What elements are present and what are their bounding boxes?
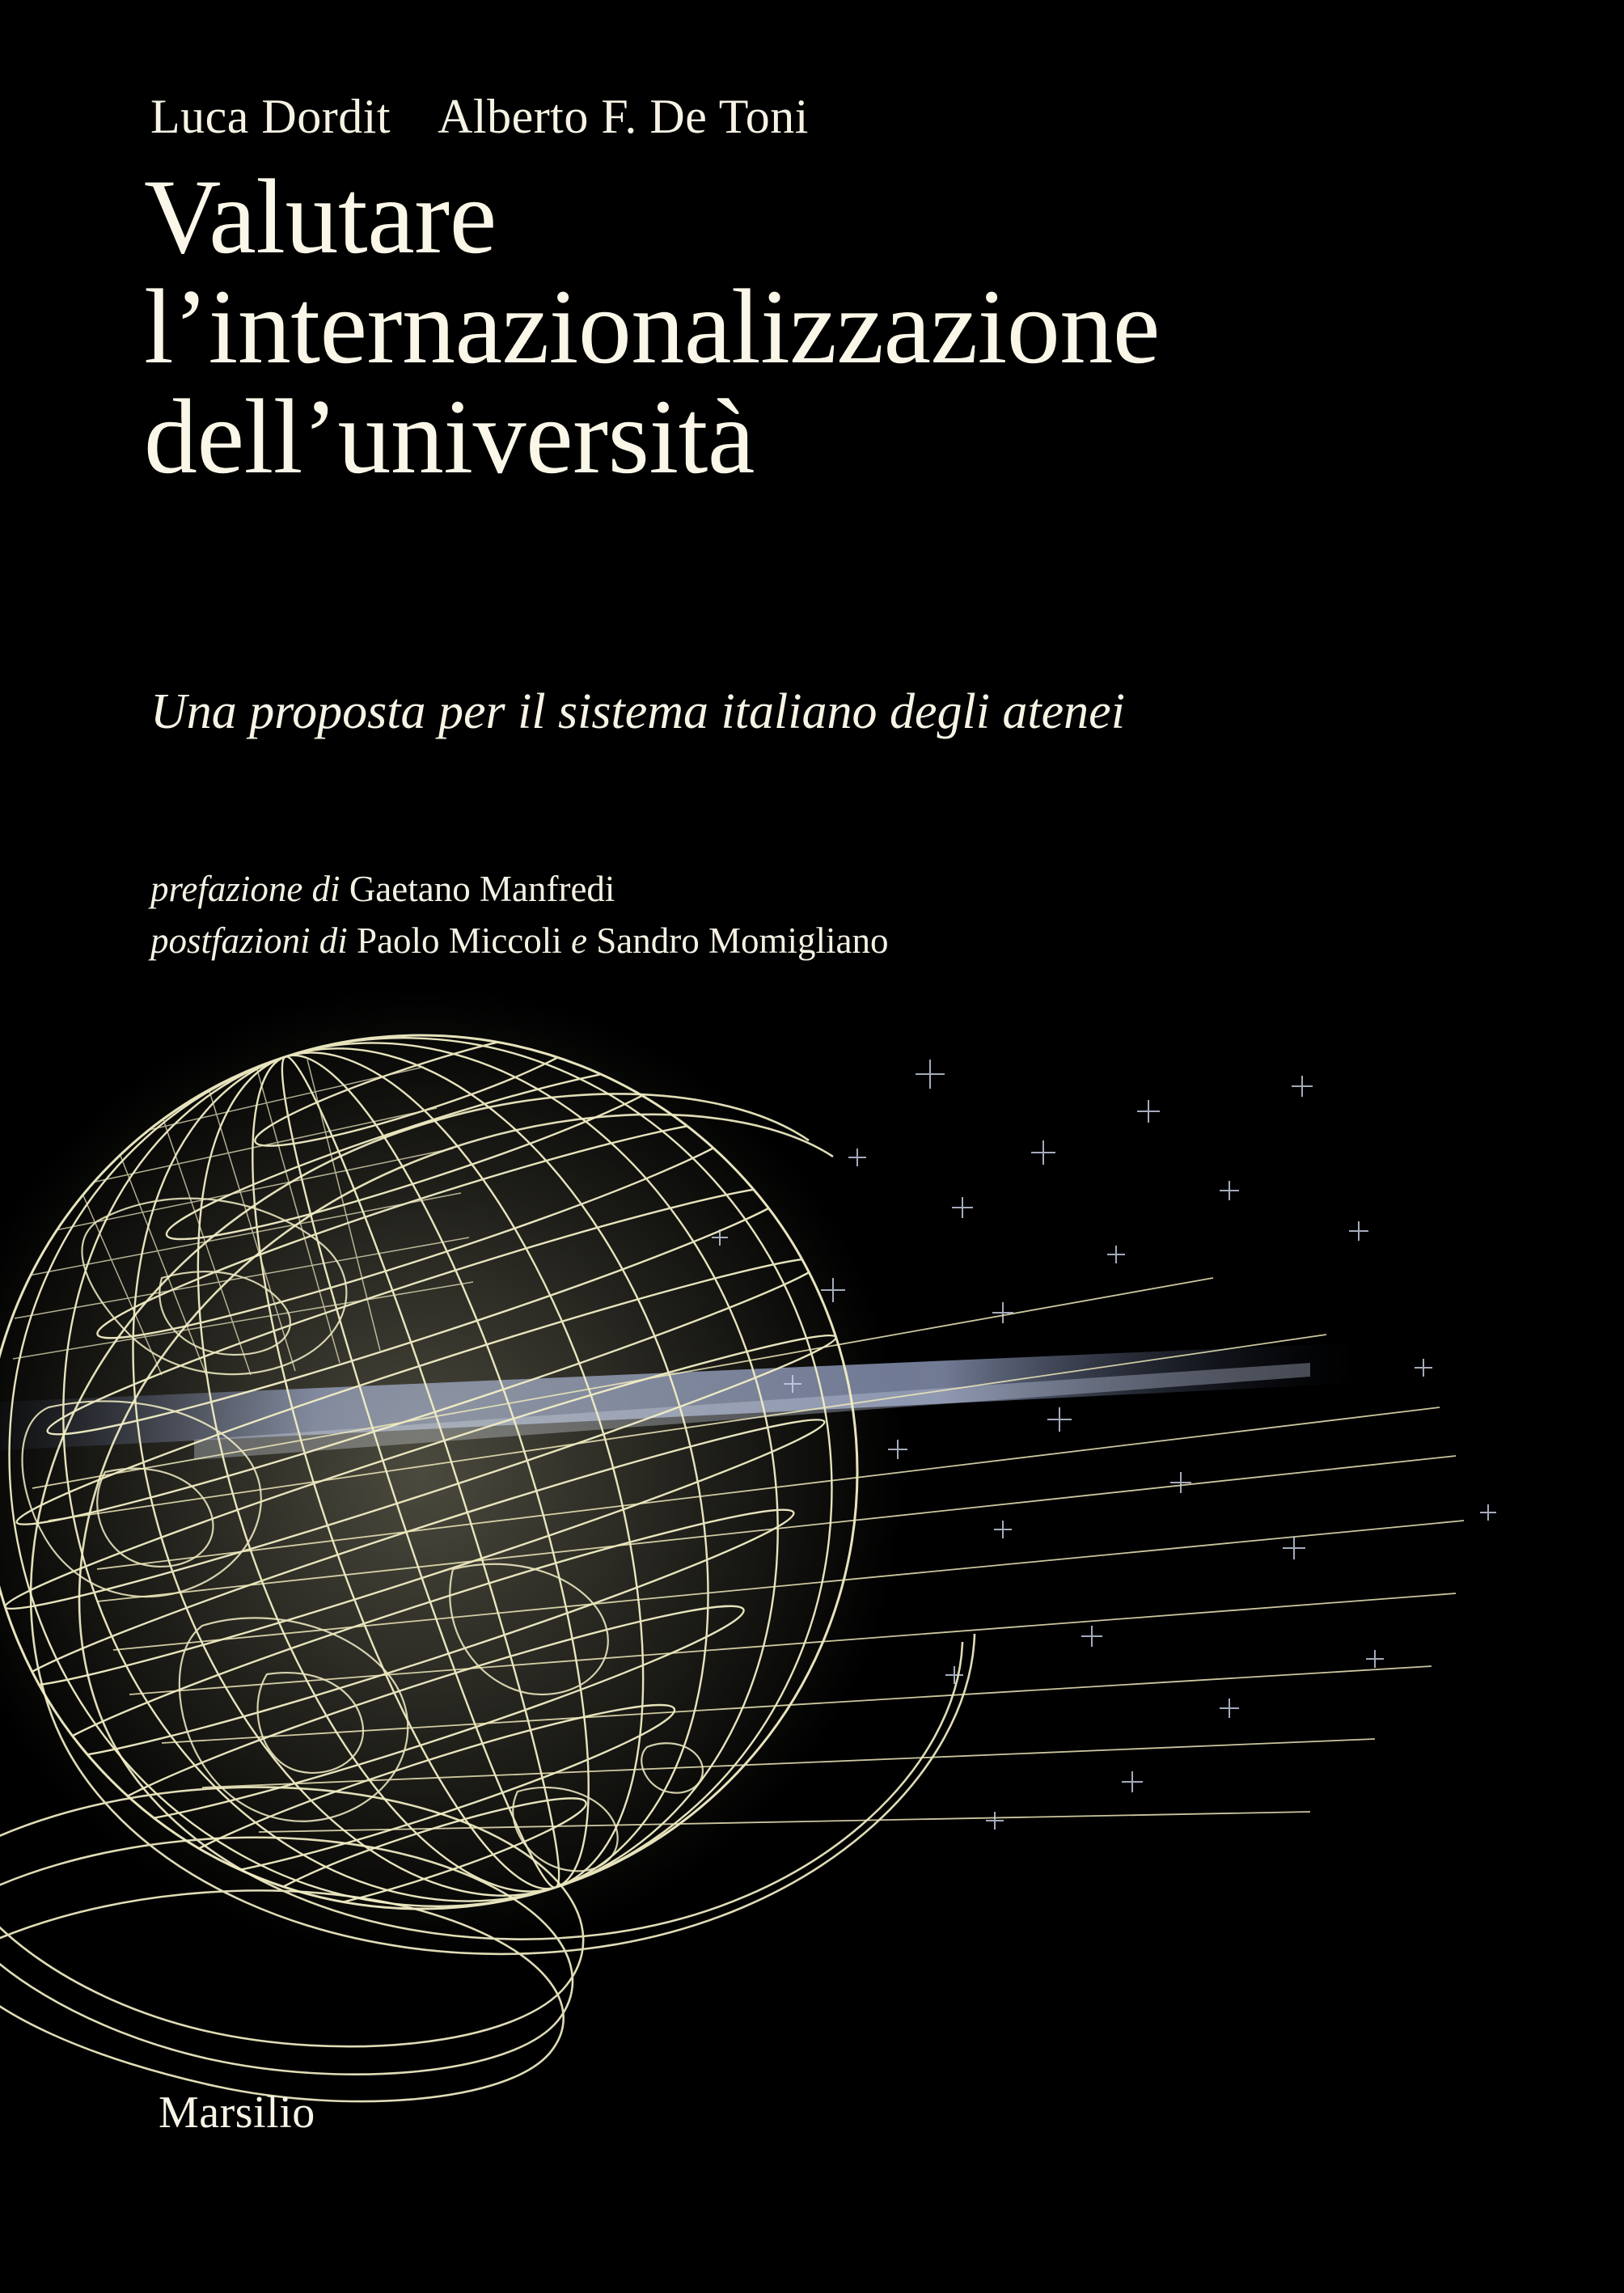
page-title: [144, 157, 1592, 496]
afterword-conjunction: e: [571, 920, 587, 961]
title-line-3: dell’università: [144, 376, 755, 496]
preface-label: prefazione di: [150, 869, 340, 909]
title-line-2: l’internazionalizzazione: [144, 266, 1160, 386]
afterword-name-1: Paolo Miccoli: [357, 920, 562, 961]
credits-block: [150, 864, 1598, 967]
authors-line: [150, 89, 1525, 145]
preface-name: Gaetano Manfredi: [349, 869, 615, 909]
preface-row: [150, 864, 1598, 916]
subtitle: Una proposta per il sistema italiano degli atenei: [150, 684, 1125, 739]
title-line-1: Valutare: [144, 157, 497, 276]
author-name-second: Alberto F. De Toni: [438, 90, 809, 143]
afterword-name-2: Sandro Momigliano: [596, 920, 889, 961]
publisher-logo: Marsilio: [159, 2088, 315, 2138]
afterword-row: [150, 916, 1598, 967]
afterword-label: postfazioni di: [150, 920, 348, 961]
author-name-first: Luca Dordit: [150, 90, 391, 143]
